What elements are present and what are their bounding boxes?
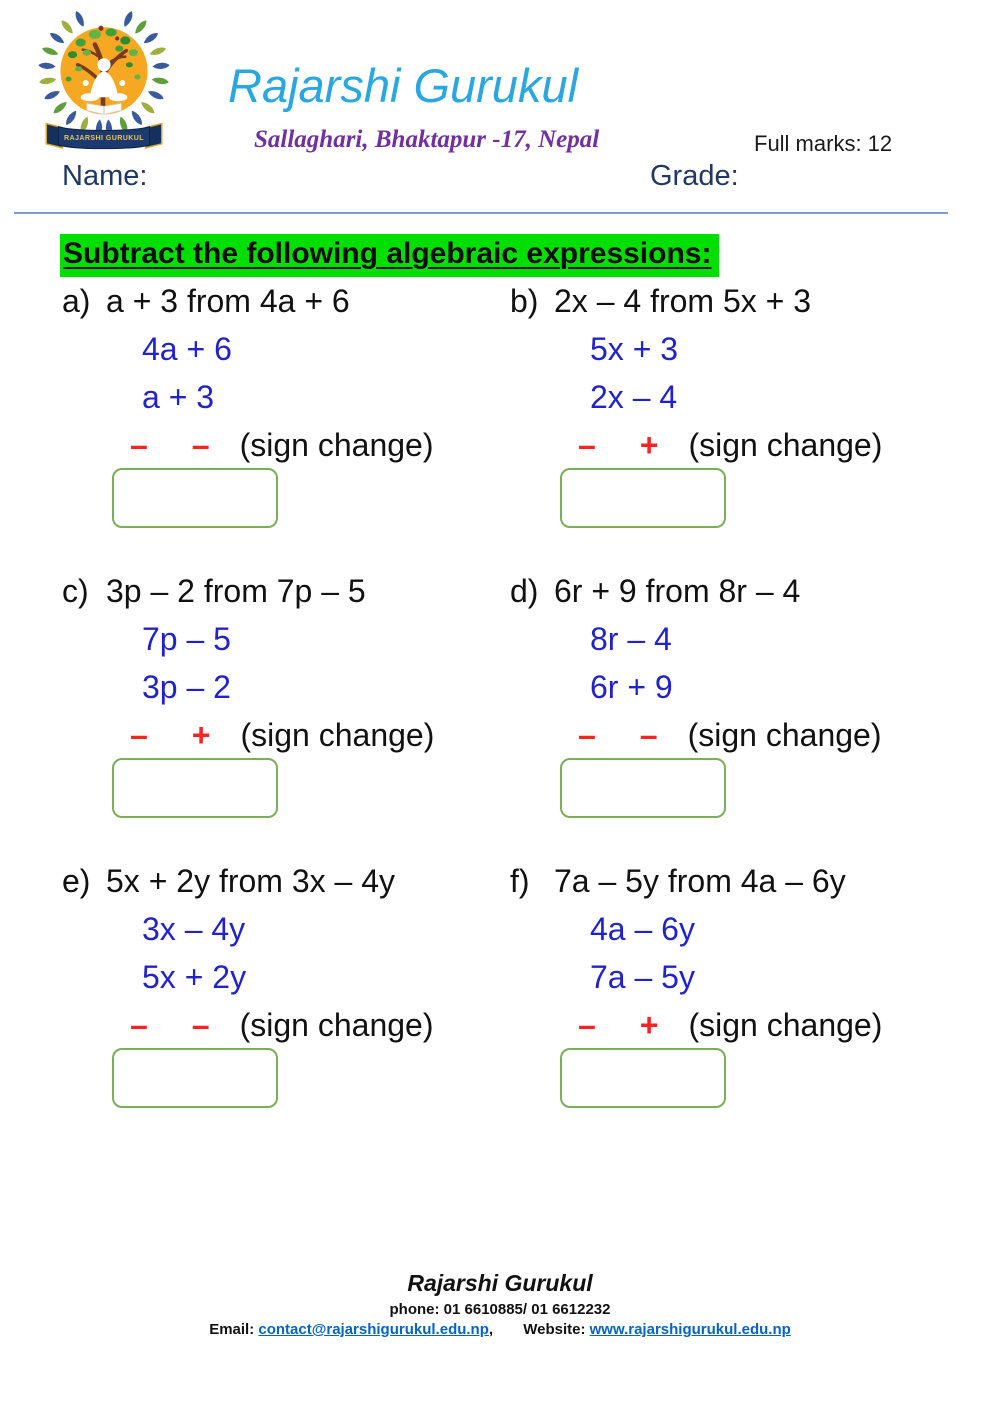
problem-f-question (510, 862, 970, 900)
problem-a-sign2: – (191, 427, 210, 463)
problem-a-subtrahend: a + 3 (142, 379, 215, 415)
problem-e (62, 862, 522, 1108)
problem-b (510, 282, 970, 528)
problem-c-note: (sign change) (240, 717, 435, 753)
footer-website-link[interactable]: www.rajarshigurukul.edu.np (589, 1321, 791, 1338)
problem-d-sign1: – (578, 717, 596, 753)
footer-school-name: Rajarshi Gurukul (407, 1270, 593, 1296)
footer-website-label: Website: (523, 1321, 586, 1338)
problem-e-sign1: – (130, 1007, 148, 1043)
problem-a-question-text: a + 3 from 4a + 6 (106, 283, 350, 319)
problem-e-minuend: 3x – 4y (142, 911, 246, 947)
footer-comma: , (488, 1321, 494, 1338)
problem-e-note: (sign change) (239, 1007, 434, 1043)
answer-box-a[interactable] (112, 468, 278, 528)
problem-f-sign2: + (639, 1007, 659, 1043)
problem-b-question-text: 2x – 4 from 5x + 3 (554, 283, 812, 319)
problem-e-sign-row (62, 1006, 522, 1044)
problem-b-sign2: + (639, 427, 659, 463)
answer-box-d[interactable] (560, 758, 726, 818)
problem-e-subtrahend: 5x + 2y (142, 959, 247, 995)
answer-box-f[interactable] (560, 1048, 726, 1108)
footer (0, 1270, 1000, 1338)
full-marks-label: Full marks: 12 (754, 131, 893, 156)
problem-d-question (510, 572, 970, 610)
problem-c-question (62, 572, 522, 610)
problem-b-sign1: – (578, 427, 596, 463)
problem-f (510, 862, 970, 1108)
problem-d (510, 572, 970, 818)
problem-c-label: c) (62, 573, 89, 609)
footer-contact-line (0, 1321, 1000, 1338)
problem-f-sign1: – (578, 1007, 596, 1043)
problem-f-label: f) (510, 863, 530, 899)
problem-a-question (62, 282, 522, 320)
problem-d-subtrahend: 6r + 9 (590, 669, 673, 705)
problem-b-note: (sign change) (688, 427, 883, 463)
problem-e-label: e) (62, 863, 91, 899)
problem-d-sign2: – (639, 717, 658, 753)
problem-b-minuend: 5x + 3 (590, 331, 679, 367)
problem-a-minuend: 4a + 6 (142, 331, 232, 367)
answer-box-b[interactable] (560, 468, 726, 528)
problem-c-sign1: – (130, 717, 148, 753)
problem-e-question-text: 5x + 2y from 3x – 4y (106, 863, 396, 899)
problem-c-subtrahend: 3p – 2 (142, 669, 231, 705)
problem-d-label: d) (510, 573, 539, 609)
problem-a (62, 282, 522, 528)
answer-box-c[interactable] (112, 758, 278, 818)
problem-f-subtrahend: 7a – 5y (590, 959, 695, 995)
worksheet-heading: Subtract the following algebraic expressions: (60, 234, 719, 277)
header-divider (14, 212, 948, 214)
problem-d-minuend: 8r – 4 (590, 621, 672, 657)
problem-b-sign-row (510, 426, 970, 464)
problem-f-sign-row (510, 1006, 970, 1044)
problem-e-sign2: – (191, 1007, 210, 1043)
problem-a-note: (sign change) (239, 427, 434, 463)
problem-d-question-text: 6r + 9 from 8r – 4 (554, 573, 801, 609)
problem-b-question (510, 282, 970, 320)
problem-c-question-text: 3p – 2 from 7p – 5 (106, 573, 366, 609)
problem-f-note: (sign change) (688, 1007, 883, 1043)
problem-d-sign-row (510, 716, 970, 754)
footer-phone: phone: 01 6610885/ 01 6612232 (389, 1301, 611, 1318)
school-logo (28, 4, 180, 156)
school-name-title: Rajarshi Gurukul (228, 59, 579, 112)
logo-banner-text: RAJARSHI GURUKUL (63, 133, 145, 142)
school-address: Sallaghari, Bhaktapur -17, Nepal (254, 126, 600, 153)
logo-banner (46, 124, 162, 149)
footer-email-label: Email: (209, 1321, 255, 1338)
grade-label: Grade: (650, 160, 739, 192)
name-label: Name: (62, 160, 148, 192)
problem-b-subtrahend: 2x – 4 (590, 379, 678, 415)
problem-a-sign-row (62, 426, 522, 464)
problem-c-sign2: + (191, 717, 211, 753)
problem-f-question-text: 7a – 5y from 4a – 6y (554, 863, 846, 899)
problem-b-label: b) (510, 283, 539, 319)
problem-d-note: (sign change) (687, 717, 882, 753)
answer-box-e[interactable] (112, 1048, 278, 1108)
problem-a-sign1: – (130, 427, 148, 463)
problem-c-minuend: 7p – 5 (142, 621, 231, 657)
problem-a-label: a) (62, 283, 91, 319)
problem-c-sign-row (62, 716, 522, 754)
problem-e-question (62, 862, 522, 900)
footer-email-link[interactable]: contact@rajarshigurukul.edu.np (258, 1321, 489, 1338)
problem-c (62, 572, 522, 818)
problem-f-minuend: 4a – 6y (590, 911, 695, 947)
